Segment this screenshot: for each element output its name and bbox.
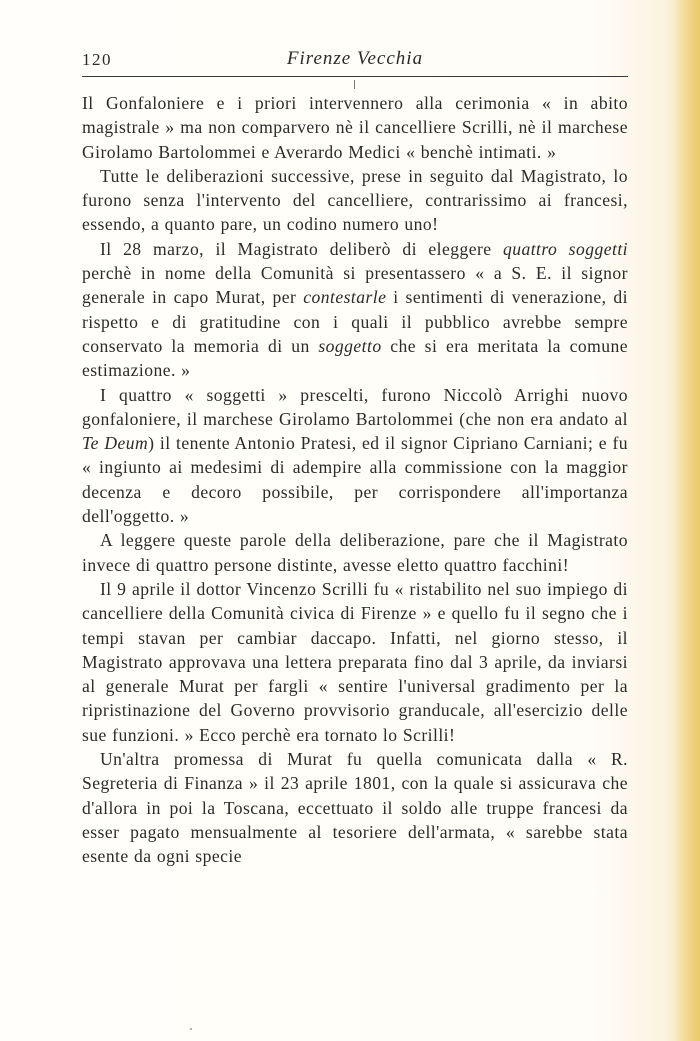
text-run: perchè in nome della Comunità si presentassero « a S. E. il signor generale in capo Murat, per <box>82 263 628 308</box>
text-run: ) il tenente Antonio Pratesi, ed il signor Cipriano Carniani; e fu « ingiunto ai medesimi di adempire alla commissione con la maggior decenza e decoro possibile, per corrispondere all'importanza dell'oggetto. » <box>82 433 628 527</box>
text-run: Tutte le deliberazioni successive, prese in seguito dal Magistrato, lo furono senza l'intervento del cancelliere, contrarissimo ai francesi, essendo, a quanto pare, un codino numero uno! <box>82 165 628 235</box>
italic-text: quattro soggetti <box>502 238 628 259</box>
text-run: che si era meritata la comune estimazione. » <box>82 335 628 381</box>
header-rule-mark <box>354 80 355 89</box>
text-run: Un'altra promessa di Murat fu quella comunicata dalla « R. Segreteria di Finanza » il 23 aprile 1801, con la quale si assicurava che d'allora in poi la Toscana, eccettuato il soldo alle truppe francesi da esser pagato mensualmente al tesoriere dell'armata, « sarebbe stata esente da ogni specie <box>82 749 628 867</box>
italic-text: soggetto <box>318 335 382 356</box>
paragraph <box>82 164 628 237</box>
italic-text: contestarle <box>303 287 387 308</box>
header-rule <box>82 76 628 77</box>
paper-speck <box>190 1028 192 1030</box>
page-edge-shadow <box>674 0 700 1041</box>
paragraph <box>82 747 628 868</box>
paragraph <box>82 91 628 164</box>
text-run: i sentimenti di venerazione, di rispetto e di gratitudine con i quali il pubblico avrebbe sempre conservato la memoria di un <box>82 287 628 356</box>
paragraph <box>82 577 628 747</box>
paragraph <box>82 383 628 529</box>
text-run: I quattro « soggetti » prescelti, furono Niccolò Arrighi nuovo gonfaloniere, il marchese Girolamo Bartolommei (che non era andato al <box>82 384 628 429</box>
text-run: Il 28 marzo, il Magistrato deliberò di eleggere <box>100 238 503 259</box>
italic-text: Te Deum <box>82 433 149 454</box>
running-title: Firenze Vecchia <box>286 48 424 69</box>
body-text <box>82 91 628 869</box>
page-number: 120 <box>82 50 112 69</box>
text-run: A leggere queste parole della deliberazione, pare che il Magistrato invece di quattro persone distinte, avesse eletto quattro facchini! <box>82 530 628 575</box>
paragraph <box>82 528 628 577</box>
text-run: Il Gonfaloniere e i priori intervennero alla cerimonia « in abito magistrale » ma non comparvero nè il cancelliere Scrilli, nè il marchese Girolamo Bartolommei e Averardo Medici « benchè intimati. » <box>82 93 628 162</box>
paragraph <box>82 237 628 383</box>
text-run: Il 9 aprile il dottor Vincenzo Scrilli fu « ristabilito nel suo impiego di cancelliere della Comunità civica di Firenze » e quello fu il segno che i tempi stavan per cambiar daccapo. Infatti, nel giorno stesso, il Magistrato approvava una lettera preparata fino dal 3 aprile, da inviarsi al generale Murat per fargli « sentire l'universal gradimento per la ripristinazione del Governo provvisorio granducale, all'esercizio delle sue funzioni. » Ecco perchè era tornato lo Scrilli! <box>82 578 628 745</box>
